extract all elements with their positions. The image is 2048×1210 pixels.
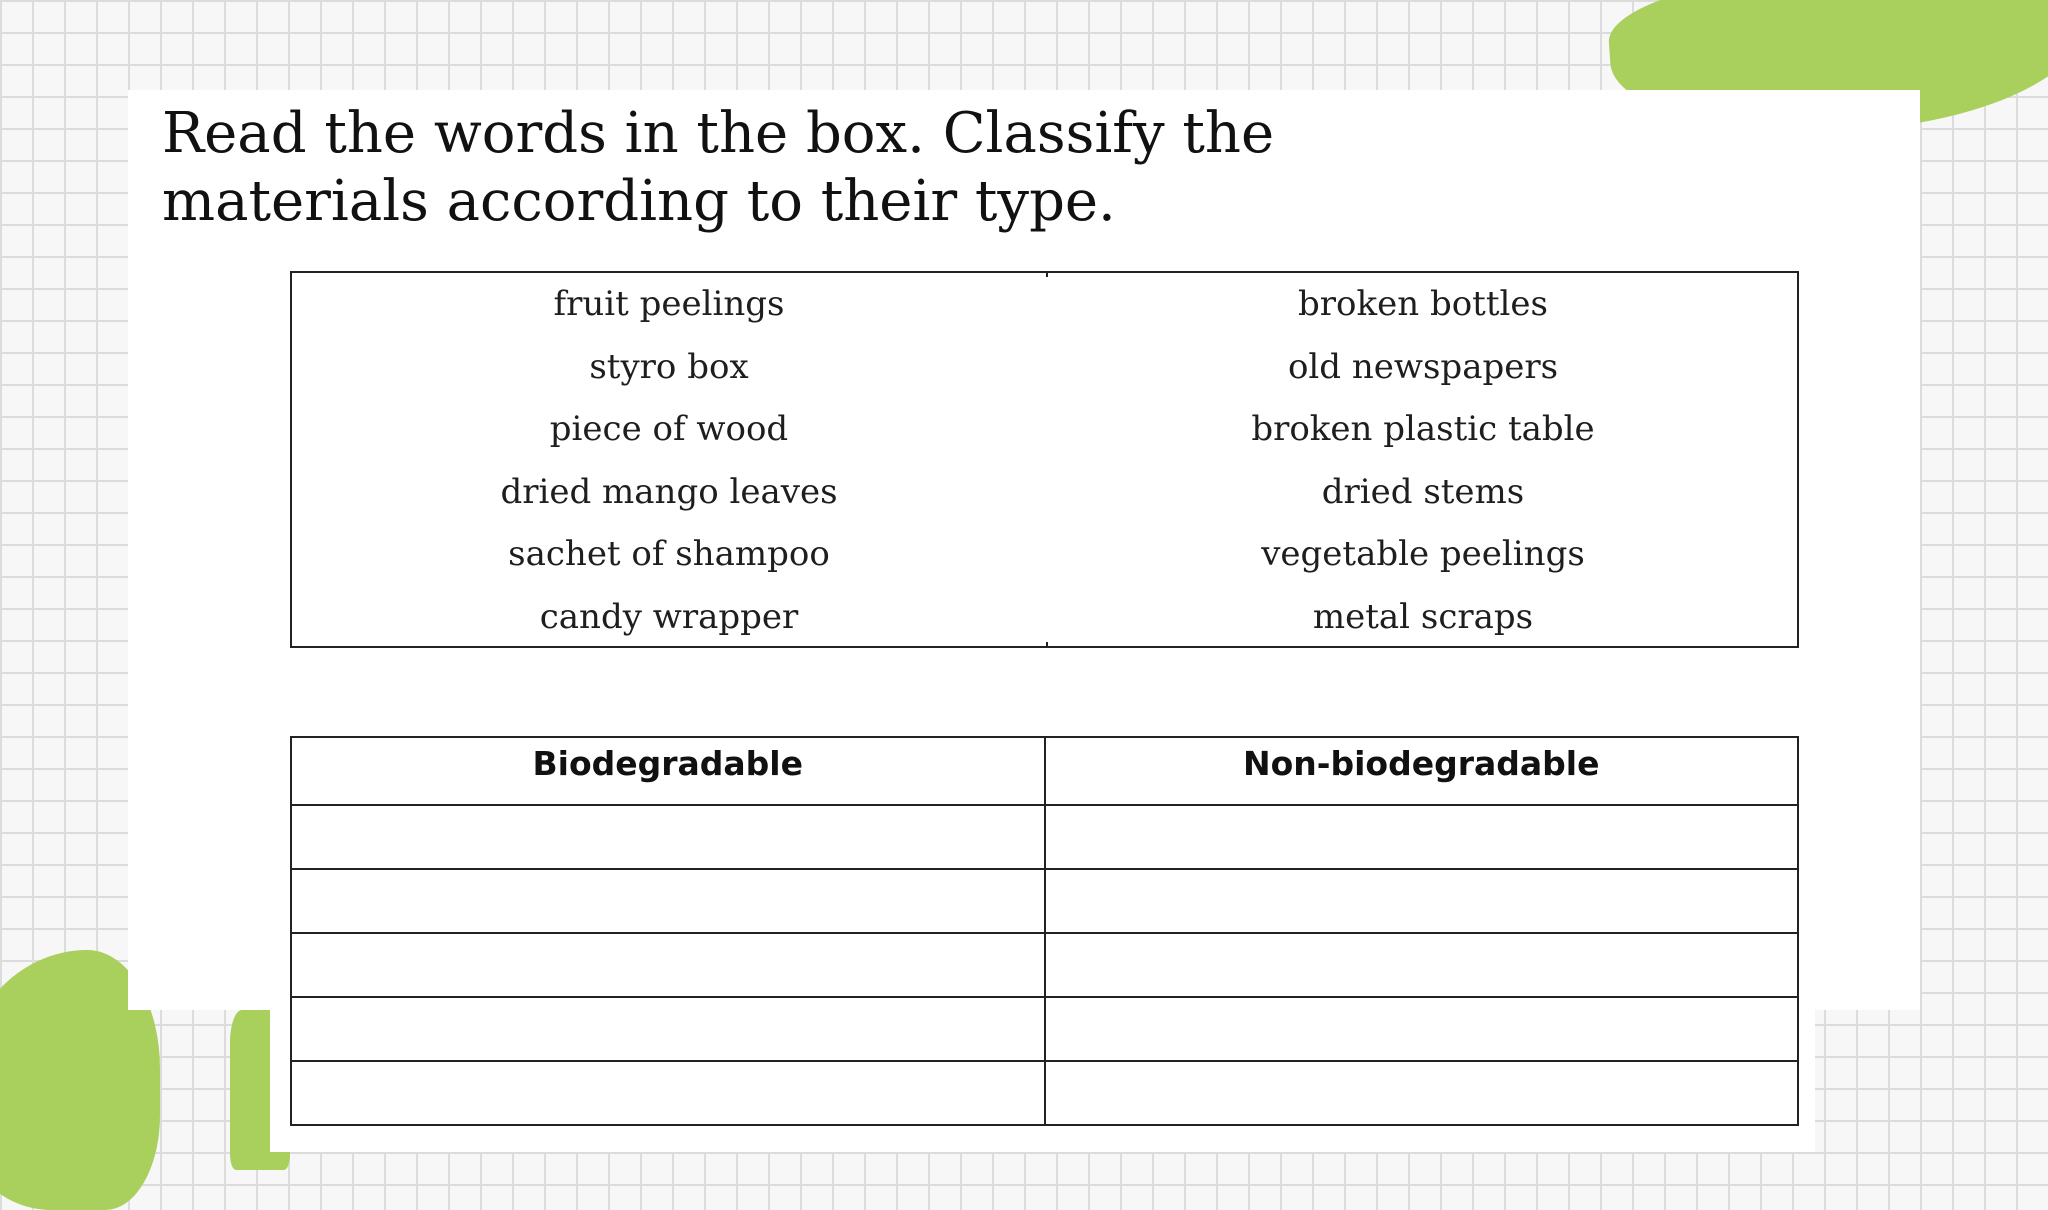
word-item: dried mango leaves: [500, 471, 838, 512]
word-item: old newspapers: [1287, 346, 1559, 387]
word-column-right: [1046, 273, 1800, 648]
answer-cell-non-biodegradable[interactable]: [1045, 997, 1799, 1061]
word-item: metal scraps: [1312, 596, 1534, 637]
word-item: broken plastic table: [1251, 409, 1595, 449]
answer-cell-biodegradable[interactable]: [291, 805, 1045, 869]
classification-table: [290, 736, 1799, 1126]
instructions-heading: [162, 100, 1462, 236]
word-box: [290, 271, 1799, 648]
answer-cell-biodegradable[interactable]: [291, 869, 1045, 933]
answer-cell-non-biodegradable[interactable]: [1045, 805, 1799, 869]
instructions-line-2: materials according to their type.: [162, 169, 1116, 234]
instructions-line-1: Read the words in the box. Classify the: [162, 101, 1275, 166]
word-item: sachet of shampoo: [508, 534, 830, 574]
table-row: [291, 997, 1798, 1061]
word-item: piece of wood: [549, 409, 789, 449]
table-row: [291, 869, 1798, 933]
word-item: broken bottles: [1298, 284, 1548, 324]
table-row: [291, 1061, 1798, 1125]
table-row: [291, 805, 1798, 869]
word-column-left: [292, 273, 1046, 648]
header-non-biodegradable: Non-biodegradable: [1045, 737, 1799, 805]
word-item: fruit peelings: [553, 284, 785, 324]
answer-cell-non-biodegradable[interactable]: [1045, 933, 1799, 997]
answer-cell-biodegradable[interactable]: [291, 1061, 1045, 1125]
word-item: styro box: [589, 346, 749, 387]
word-item: vegetable peelings: [1261, 534, 1585, 574]
answer-cell-non-biodegradable[interactable]: [1045, 869, 1799, 933]
table-row: [291, 933, 1798, 997]
header-biodegradable: Biodegradable: [291, 737, 1045, 805]
answer-cell-biodegradable[interactable]: [291, 997, 1045, 1061]
answer-cell-biodegradable[interactable]: [291, 933, 1045, 997]
word-item: dried stems: [1321, 471, 1525, 512]
table-header-row: [291, 737, 1798, 805]
word-item: candy wrapper: [539, 596, 799, 637]
answer-cell-non-biodegradable[interactable]: [1045, 1061, 1799, 1125]
